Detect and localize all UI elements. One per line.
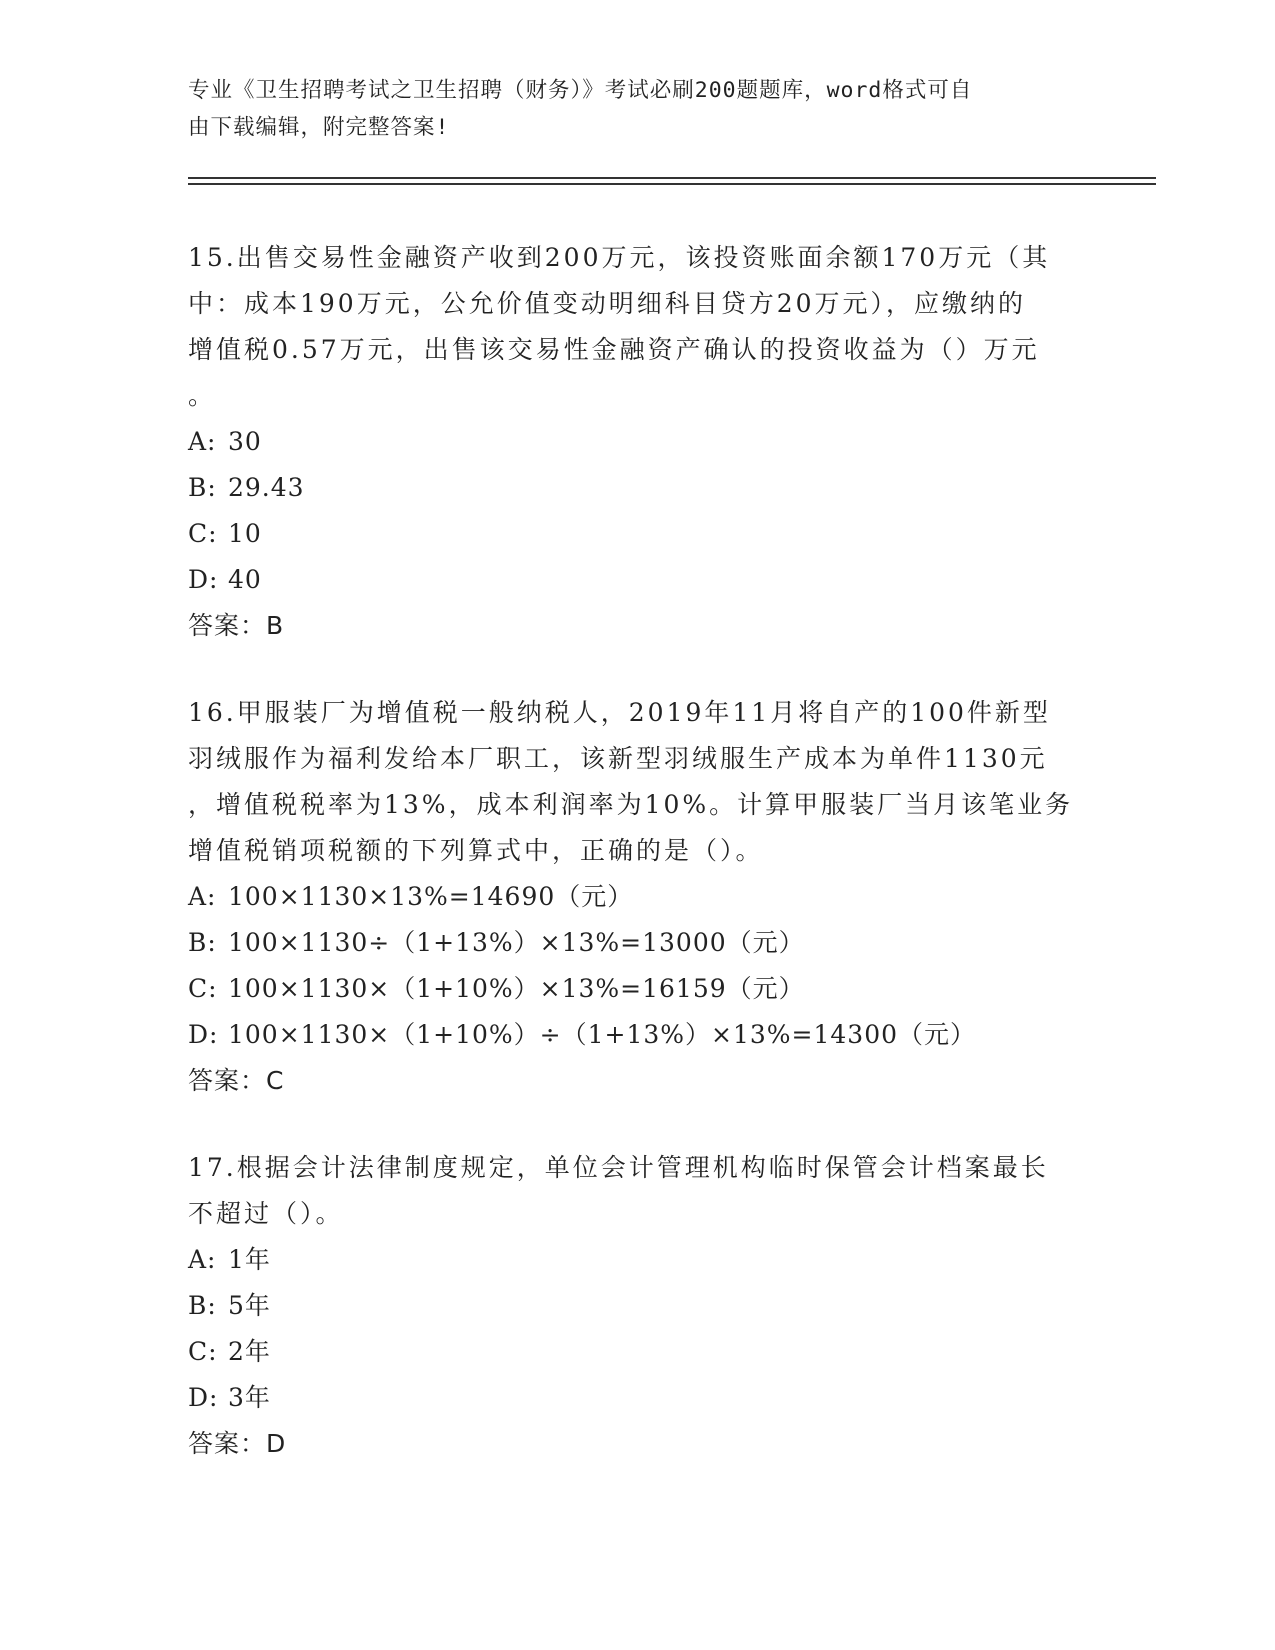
option-label: D: (188, 1383, 219, 1412)
question-line: 羽绒服作为福利发给本厂职工，该新型羽绒服生产成本为单件1130元 (188, 744, 1048, 773)
option-c (188, 1329, 1078, 1375)
option-text: 100×1130×（1+10%）÷（1+13%）×13%=14300（元） (228, 1020, 977, 1049)
option-d (188, 557, 1078, 603)
question-16 (188, 690, 1078, 1104)
option-d (188, 1375, 1078, 1421)
question-line: 增值税销项税额的下列算式中，正确的是（）。 (188, 836, 764, 865)
answer: 答案：B (188, 611, 285, 640)
option-a (188, 874, 1078, 920)
question-15 (188, 235, 1078, 649)
option-b (188, 1283, 1078, 1329)
option-text: 100×1130÷（1+13%）×13%=13000（元） (228, 928, 805, 957)
option-text: 29.43 (228, 473, 305, 502)
question-line: 。 (188, 381, 217, 410)
option-text: 1年 (228, 1245, 271, 1274)
option-label: B: (188, 1291, 217, 1320)
option-label: B: (188, 473, 217, 502)
question-text (188, 1145, 1078, 1237)
option-label: A: (188, 882, 217, 911)
option-text: 10 (228, 519, 262, 548)
option-text: 2年 (228, 1337, 271, 1366)
header-divider (188, 177, 1156, 179)
option-c (188, 966, 1078, 1012)
option-a (188, 419, 1078, 465)
option-label: B: (188, 928, 217, 957)
option-c (188, 511, 1078, 557)
option-text: 100×1130×（1+10%）×13%=16159（元） (228, 974, 805, 1003)
document-header (188, 72, 1068, 146)
answer: 答案：D (188, 1429, 287, 1458)
answer: 答案：C (188, 1066, 285, 1095)
option-label: C: (188, 519, 218, 548)
question-line: 中：成本190万元，公允价值变动明细科目贷方20万元），应缴纳的 (188, 289, 1027, 318)
header-divider (188, 183, 1156, 185)
option-label: C: (188, 1337, 218, 1366)
question-text (188, 690, 1078, 874)
question-17 (188, 1145, 1078, 1467)
option-label: A: (188, 427, 217, 456)
question-line: 增值税0.57万元，出售该交易性金融资产确认的投资收益为（）万元 (188, 335, 1040, 364)
option-label: C: (188, 974, 218, 1003)
question-line: 17.根据会计法律制度规定，单位会计管理机构临时保管会计档案最长 (188, 1153, 1049, 1182)
option-d (188, 1012, 1078, 1058)
option-label: D: (188, 1020, 219, 1049)
header-line: 专业《卫生招聘考试之卫生招聘（财务）》考试必刷200题题库，word格式可自 (188, 78, 973, 103)
question-line: 15.出售交易性金融资产收到200万元，该投资账面余额170万元（其 (188, 243, 1051, 272)
option-text: 3年 (228, 1383, 271, 1412)
option-a (188, 1237, 1078, 1283)
header-line: 由下载编辑，附完整答案! (188, 115, 450, 140)
question-line: ，增值税税率为13%，成本利润率为10%。计算甲服装厂当月该笔业务 (188, 790, 1074, 819)
option-text: 100×1130×13%=14690（元） (228, 882, 634, 911)
option-label: D: (188, 565, 219, 594)
question-line: 不超过（）。 (188, 1199, 344, 1228)
option-text: 5年 (228, 1291, 271, 1320)
question-text (188, 235, 1078, 419)
option-b (188, 920, 1078, 966)
option-label: A: (188, 1245, 217, 1274)
option-text: 40 (228, 565, 262, 594)
question-line: 16.甲服装厂为增值税一般纳税人，2019年11月将自产的100件新型 (188, 698, 1051, 727)
option-b (188, 465, 1078, 511)
option-text: 30 (228, 427, 262, 456)
